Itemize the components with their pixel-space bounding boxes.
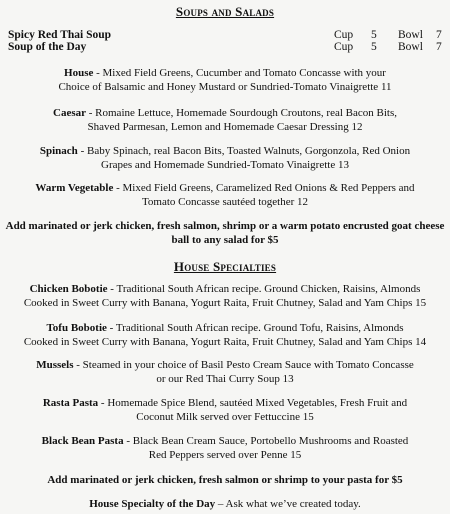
item-line-2: or our Red Thai Curry Soup 13 [156, 373, 294, 385]
item-description: - Baby Spinach, real Bacon Bits, Toasted Walnuts, Gorgonzola, Red Onion [77, 145, 411, 157]
item-line-1 [0, 282, 450, 296]
item-line-1 [0, 497, 450, 511]
addon-line: Add marinated or jerk chicken, fresh salmon or shrimp to your pasta for $5 [47, 474, 403, 486]
salad-addon-note [0, 219, 450, 247]
item-line-1 [0, 396, 450, 410]
soups-salads-title: Soups and Salads [175, 4, 275, 19]
salad-item-spinach [0, 144, 450, 172]
addon-line-2: ball to any salad for $5 [171, 234, 279, 246]
item-name: Caesar [53, 107, 86, 119]
house-specialty-of-the-day [0, 497, 450, 511]
item-line-2: Tomato Concasse sautéed together 12 [141, 196, 308, 208]
item-description: - Homemade Spice Blend, sautéed Mixed Vegetables, Fresh Fruit and [98, 397, 408, 409]
addon-line-1: Add marinated or jerk chicken, fresh salmon, shrimp or a warm potato encrusted goat cheese [5, 220, 445, 232]
item-name: Warm Vegetable [35, 182, 114, 194]
house-specialties-title: House Specialties [173, 259, 277, 274]
specialty-item-rasta-pasta [0, 396, 450, 424]
soup-name: Soup of the Day [8, 41, 87, 53]
item-name: Chicken Bobotie [29, 283, 108, 295]
item-line-1 [0, 321, 450, 335]
item-name: Tofu Bobotie [46, 322, 107, 334]
item-name: Spinach [39, 145, 78, 157]
item-line-1 [0, 144, 450, 158]
item-line-1 [0, 66, 450, 80]
item-line-1 [0, 181, 450, 195]
item-description: – Ask what we’ve created today. [215, 498, 361, 510]
item-line-2: Grapes and Homemade Sundried-Tomato Vinaigrette 13 [101, 159, 349, 171]
specialty-item-chicken-bobotie [0, 282, 450, 310]
salad-item-warm-vegetable [0, 181, 450, 209]
cup-label: Cup [334, 41, 354, 53]
item-name: Black Bean Pasta [41, 435, 124, 447]
item-description: - Traditional South African recipe. Ground Chicken, Raisins, Almonds [107, 283, 421, 295]
item-name: Rasta Pasta [42, 397, 99, 409]
cup-price: 5 [371, 41, 377, 53]
bowl-price: 7 [436, 29, 442, 41]
salad-item-house [0, 66, 450, 94]
item-description: - Mixed Field Greens, Cucumber and Tomato Concasse with your [93, 67, 386, 79]
pasta-addon-note [0, 473, 450, 487]
specialty-item-black-bean-pasta [0, 434, 450, 462]
item-line-2: Coconut Milk served over Fettuccine 15 [136, 411, 314, 423]
item-name: Mussels [36, 359, 74, 371]
cup-label: Cup [334, 29, 354, 41]
item-description: - Black Bean Cream Sauce, Portobello Mushrooms and Roasted [123, 435, 409, 447]
item-description: - Steamed in your choice of Basil Pesto Cream Sauce with Tomato Concasse [73, 359, 414, 371]
item-line-1 [0, 434, 450, 448]
item-line-2: Cooked in Sweet Curry with Banana, Yogurt Raita, Fruit Chutney, Salad and Yam Chips 15 [23, 297, 427, 309]
specialty-item-tofu-bobotie [0, 321, 450, 349]
specialty-item-mussels [0, 358, 450, 386]
item-name: House Specialty of the Day [89, 498, 216, 510]
bowl-price: 7 [436, 41, 442, 53]
cup-price: 5 [371, 29, 377, 41]
item-line-1 [0, 358, 450, 372]
item-description: - Mixed Field Greens, Caramelized Red Onions & Red Peppers and [113, 182, 415, 194]
bowl-label: Bowl [398, 29, 423, 41]
item-description: - Traditional South African recipe. Ground Tofu, Raisins, Almonds [106, 322, 404, 334]
item-line-1 [0, 106, 450, 120]
soup-row [8, 41, 440, 54]
salad-item-caesar [0, 106, 450, 134]
item-line-2: Choice of Balsamic and Honey Mustard or Sundried-Tomato Vinaigrette 11 [58, 81, 392, 93]
item-line-2: Shaved Parmesan, Lemon and Homemade Caesar Dressing 12 [87, 121, 363, 133]
soup-name: Spicy Red Thai Soup [8, 29, 112, 41]
item-description: - Romaine Lettuce, Homemade Sourdough Croutons, real Bacon Bits, [86, 107, 397, 119]
item-line-2: Red Peppers served over Penne 15 [148, 449, 302, 461]
bowl-label: Bowl [398, 41, 423, 53]
item-line-2: Cooked in Sweet Curry with Banana, Yogurt Raita, Fruit Chutney, Salad and Yam Chips 14 [23, 336, 427, 348]
item-name: House [64, 67, 94, 79]
